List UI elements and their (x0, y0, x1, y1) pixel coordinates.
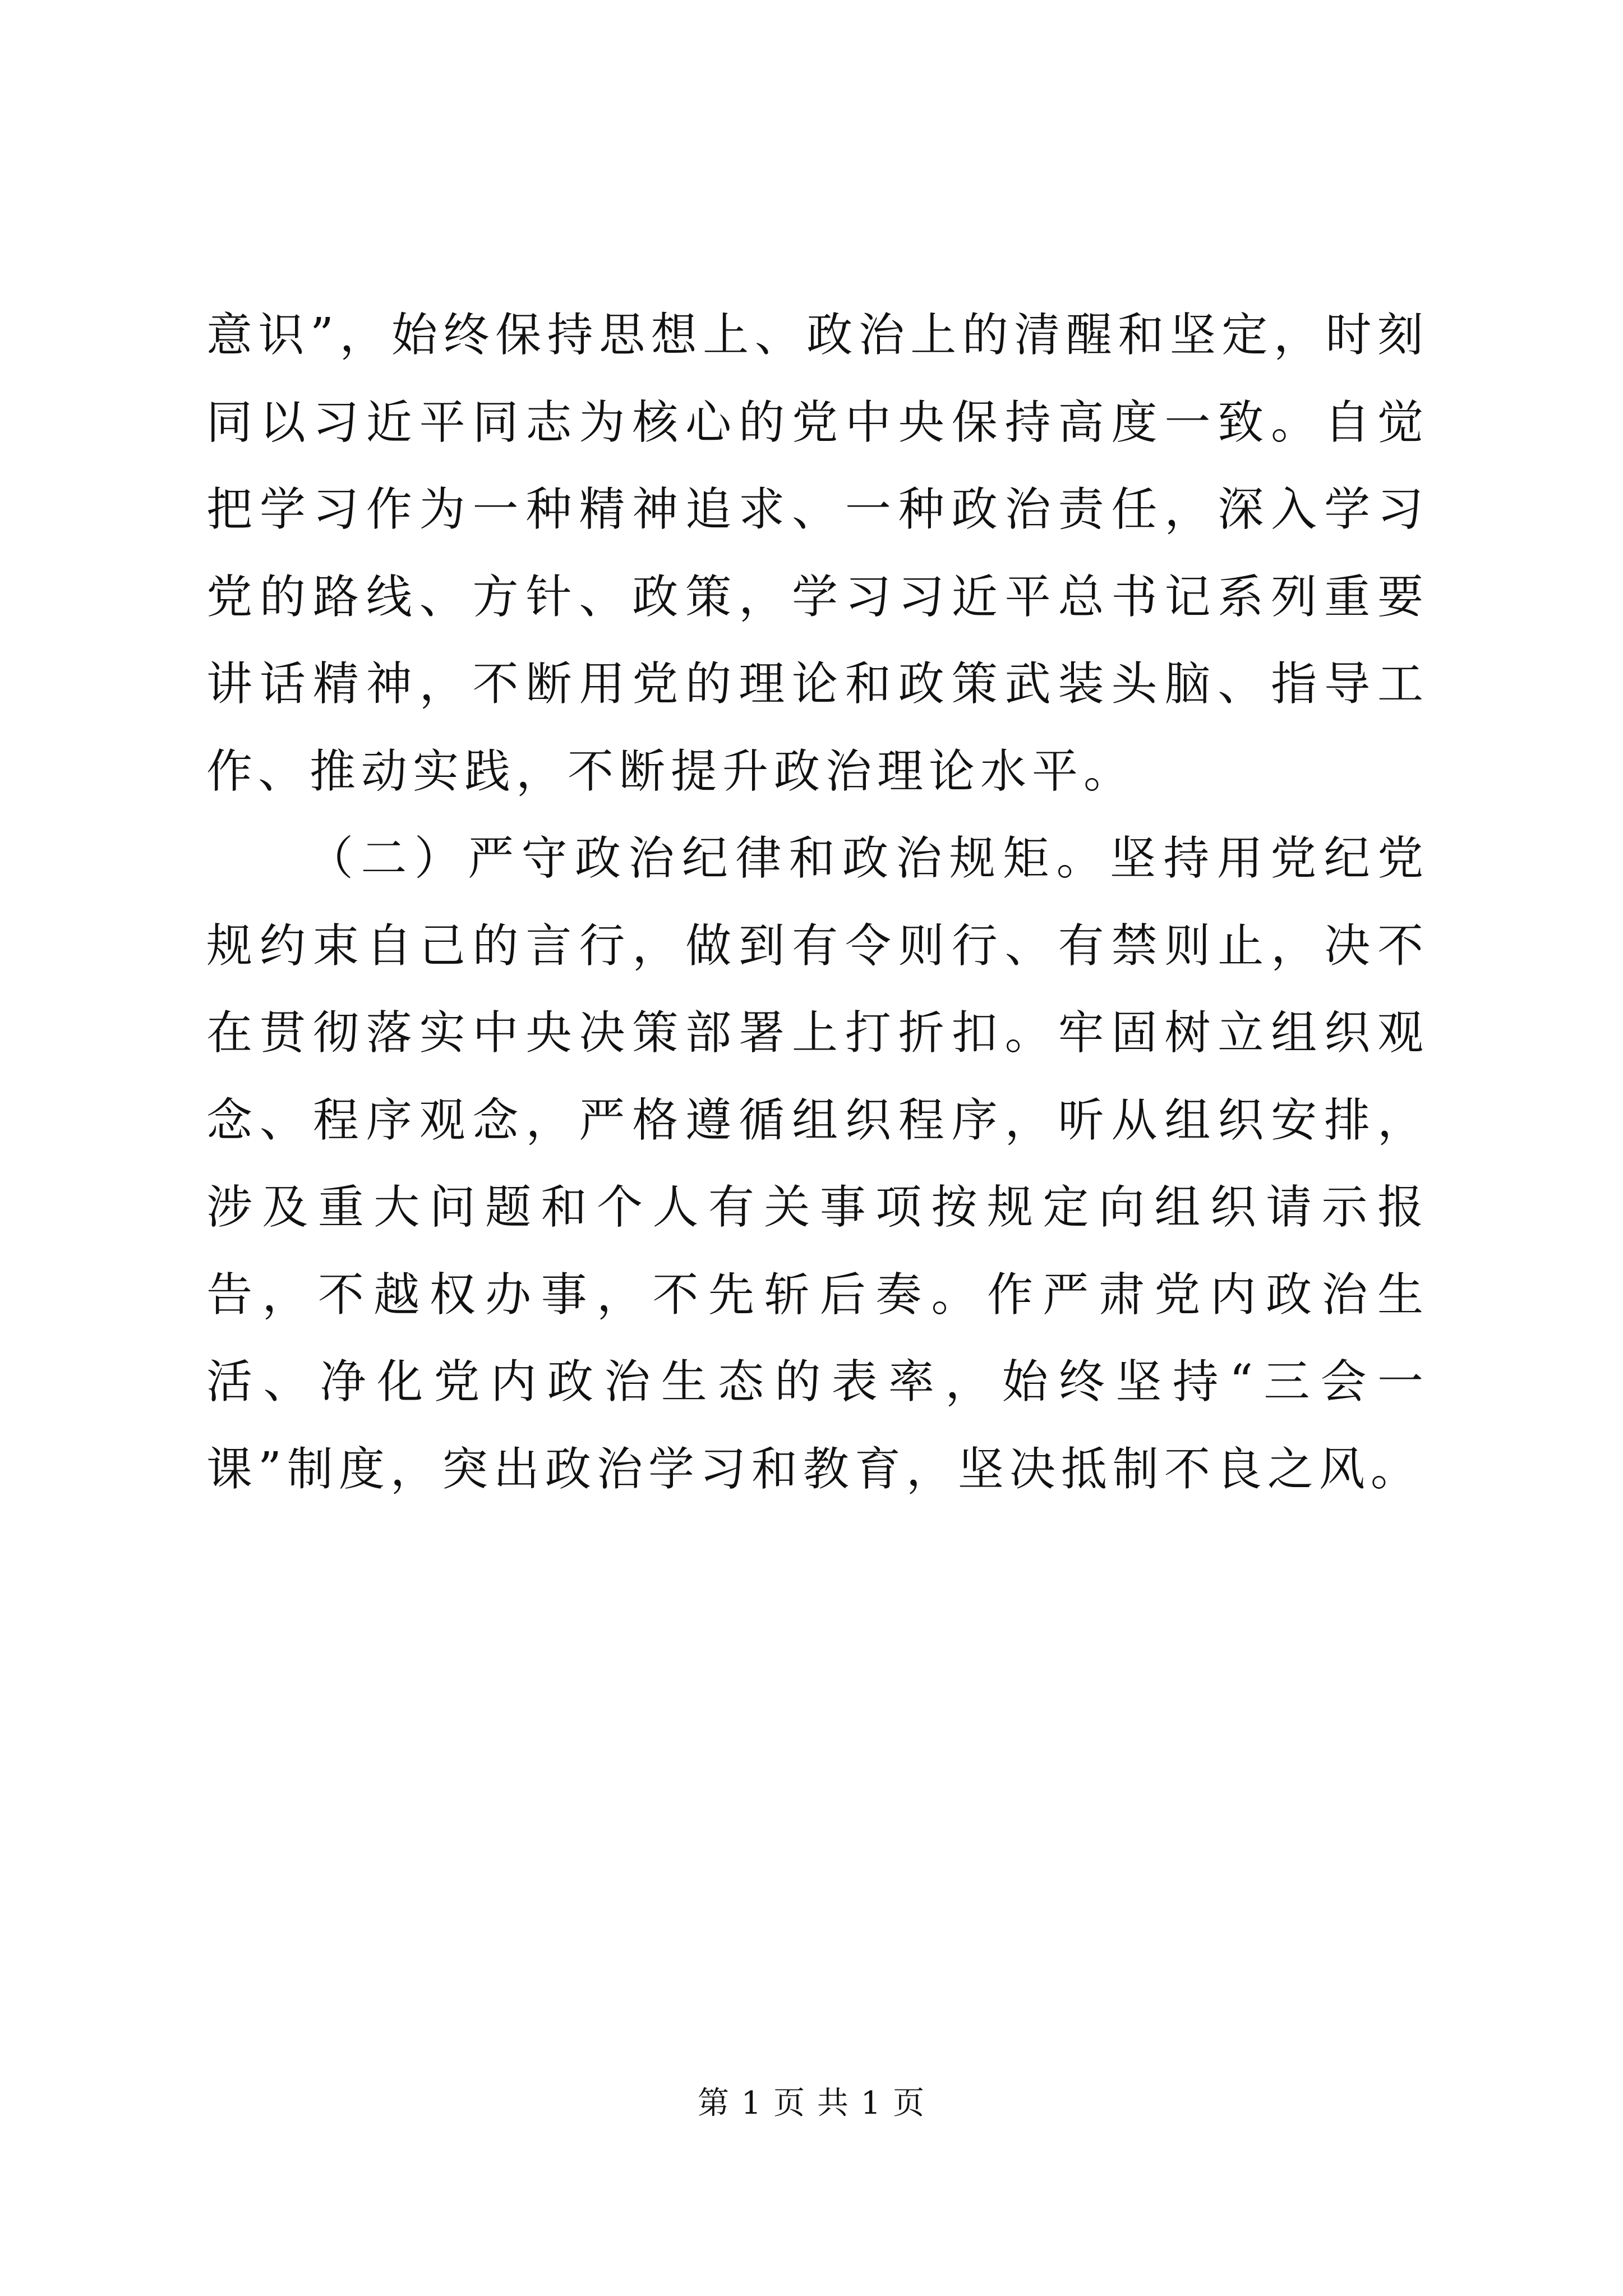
paragraph-political-discipline: （二）严守政治纪律和政治规矩。坚持用党纪党规约束自己的言行，做到有令则行、有禁则止，决不在贯彻落实中央决策部署上打折扣。牢固树立组织观念、程序观念，严格遵循组织程序，听从组织安排，涉及重大问题和个人有关事项按规定向组织请示报告，不越权办事，不先斩后奏。作严肃党内政治生活、净化党内政治生态的表率，始终坚持“三会一课”制度，突出政治学习和教育，坚决抵制不良之风。 (206, 832, 1429, 1496)
page-number-footer: 第 1 页 共 1 页 (697, 2085, 926, 2122)
document-body (206, 292, 1429, 1513)
paragraph-political-awareness: 意识”，始终保持思想上、政治上的清醒和坚定，时刻同以习近平同志为核心的党中央保持高度一致。自觉把学习作为一种精神追求、一种政治责任，深入学习党的路线、方针、政策，学习习近平总书记系列重要讲话精神，不断用党的理论和政策武装头脑、指导工作、推动实践，不断提升政治理论水平。 (206, 309, 1429, 798)
